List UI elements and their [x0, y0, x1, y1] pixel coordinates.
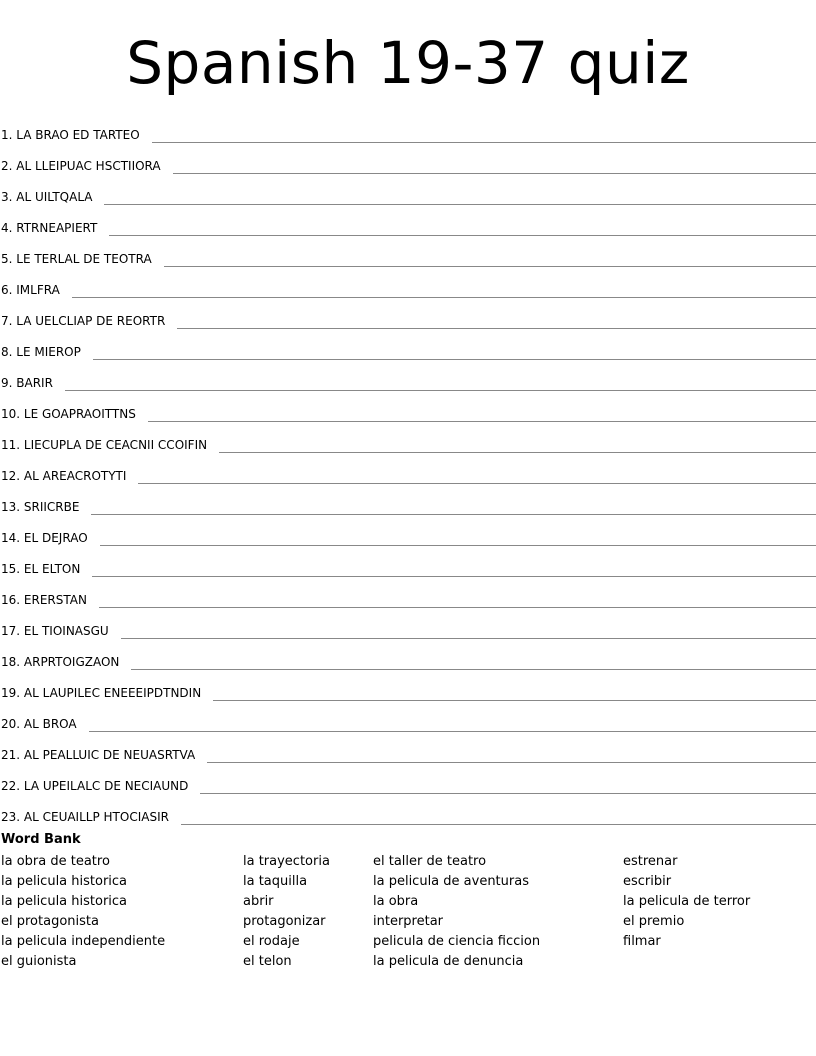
question-row — [0, 453, 816, 484]
question-text: 20. AL BROA — [1, 717, 77, 731]
word-bank-item: la pelicula historica — [1, 894, 128, 909]
question-text: 6. IMLFRA — [1, 283, 60, 297]
question-text: 17. EL TIOINASGU — [1, 624, 109, 638]
question-text: 9. BARIR — [1, 376, 53, 390]
answer-line[interactable] — [173, 159, 816, 174]
word-bank-item: la obra de teatro — [1, 854, 110, 869]
word-bank-item: la pelicula historica — [1, 874, 128, 889]
word-bank-item: pelicula de ciencia ficcion — [373, 934, 541, 949]
word-bank-item: interpretar — [373, 914, 444, 929]
question-text: 15. EL ELTON — [1, 562, 81, 576]
word-bank-item: el taller de teatro — [373, 854, 487, 869]
word-bank-item: el rodaje — [243, 934, 300, 949]
word-bank-item: la pelicula de denuncia — [373, 954, 524, 969]
word-bank-title: Word Bank — [1, 832, 81, 847]
word-bank-item: el guionista — [1, 954, 77, 969]
question-row — [0, 670, 816, 701]
word-bank-item: protagonizar — [243, 914, 326, 929]
answer-line[interactable] — [65, 376, 816, 391]
word-bank-item: la obra — [373, 894, 419, 909]
answer-line[interactable] — [91, 500, 816, 515]
answer-line[interactable] — [72, 283, 816, 298]
question-row — [0, 701, 816, 732]
answer-line[interactable] — [219, 438, 816, 453]
question-row — [0, 608, 816, 639]
question-text: 10. LE GOAPRAOITTNS — [1, 407, 136, 421]
question-row — [0, 763, 816, 794]
answer-line[interactable] — [181, 810, 816, 825]
question-row — [0, 298, 816, 329]
word-bank-item: la pelicula de terror — [623, 894, 751, 909]
question-row — [0, 515, 816, 546]
question-row — [0, 484, 816, 515]
question-row — [0, 639, 816, 670]
page-title: Spanish 19-37 quiz — [126, 29, 690, 97]
question-text: 2. AL LLEIPUAC HSCTIIORA — [1, 159, 161, 173]
question-row — [0, 577, 816, 608]
question-row — [0, 546, 816, 577]
question-text: 3. AL UILTQALA — [1, 190, 93, 204]
answer-line[interactable] — [213, 686, 816, 701]
question-text: 23. AL CEUAILLP HTOCIASIR — [1, 810, 169, 824]
answer-line[interactable] — [200, 779, 816, 794]
question-text: 8. LE MIEROP — [1, 345, 81, 359]
word-bank-item: abrir — [243, 894, 274, 909]
question-text: 7. LA UELCLIAP DE REORTR — [1, 314, 166, 328]
answer-line[interactable] — [109, 221, 816, 236]
answer-line[interactable] — [92, 562, 816, 577]
question-text: 11. LIECUPLA DE CEACNII CCOIFIN — [1, 438, 208, 452]
question-row — [0, 360, 816, 391]
answer-line[interactable] — [104, 190, 816, 205]
question-text: 13. SRIICRBE — [1, 500, 80, 514]
answer-line[interactable] — [138, 469, 816, 484]
question-row — [0, 391, 816, 422]
question-row — [0, 205, 816, 236]
word-bank-item: la trayectoria — [243, 854, 330, 869]
word-bank-item: escribir — [623, 874, 672, 889]
question-list — [0, 112, 816, 825]
question-row — [0, 732, 816, 763]
question-text: 1. LA BRAO ED TARTEO — [1, 128, 140, 142]
answer-line[interactable] — [207, 748, 816, 763]
question-text: 21. AL PEALLUIC DE NEUASRTVA — [1, 748, 196, 762]
word-bank-item: la pelicula independiente — [1, 934, 166, 949]
question-text: 22. LA UPEILALC DE NECIAUND — [1, 779, 189, 793]
question-text: 16. ERERSTAN — [1, 593, 87, 607]
answer-line[interactable] — [152, 128, 816, 143]
word-bank-item: el telon — [243, 954, 292, 969]
answer-line[interactable] — [89, 717, 816, 732]
word-bank-item: el premio — [623, 914, 685, 929]
answer-line[interactable] — [100, 531, 816, 546]
question-row — [0, 422, 816, 453]
answer-line[interactable] — [121, 624, 816, 639]
answer-line[interactable] — [131, 655, 816, 670]
word-bank-column-2 — [243, 852, 330, 972]
word-bank-column-1 — [1, 852, 165, 972]
word-bank-item: la pelicula de aventuras — [373, 874, 529, 889]
word-bank-item: filmar — [623, 934, 661, 949]
question-row — [0, 267, 816, 298]
word-bank-item: el protagonista — [1, 914, 99, 929]
question-text: 19. AL LAUPILEC ENEEEIPDTNDIN — [1, 686, 202, 700]
question-row — [0, 143, 816, 174]
answer-line[interactable] — [148, 407, 816, 422]
word-bank-column-3 — [373, 852, 540, 972]
question-row — [0, 236, 816, 267]
question-text: 4. RTRNEAPIERT — [1, 221, 98, 235]
question-row — [0, 112, 816, 143]
question-text: 18. ARPRTOIGZAON — [1, 655, 120, 669]
word-bank-column-4 — [623, 852, 750, 952]
question-row — [0, 174, 816, 205]
answer-line[interactable] — [99, 593, 816, 608]
question-text: 14. EL DEJRAO — [1, 531, 88, 545]
answer-line[interactable] — [93, 345, 816, 360]
word-bank-item: estrenar — [623, 854, 678, 869]
question-text: 5. LE TERLAL DE TEOTRA — [1, 252, 152, 266]
question-row — [0, 794, 816, 825]
question-text: 12. AL AREACROTYTI — [1, 469, 127, 483]
word-bank-item: la taquilla — [243, 874, 308, 889]
answer-line[interactable] — [177, 314, 816, 329]
answer-line[interactable] — [164, 252, 816, 267]
question-row — [0, 329, 816, 360]
